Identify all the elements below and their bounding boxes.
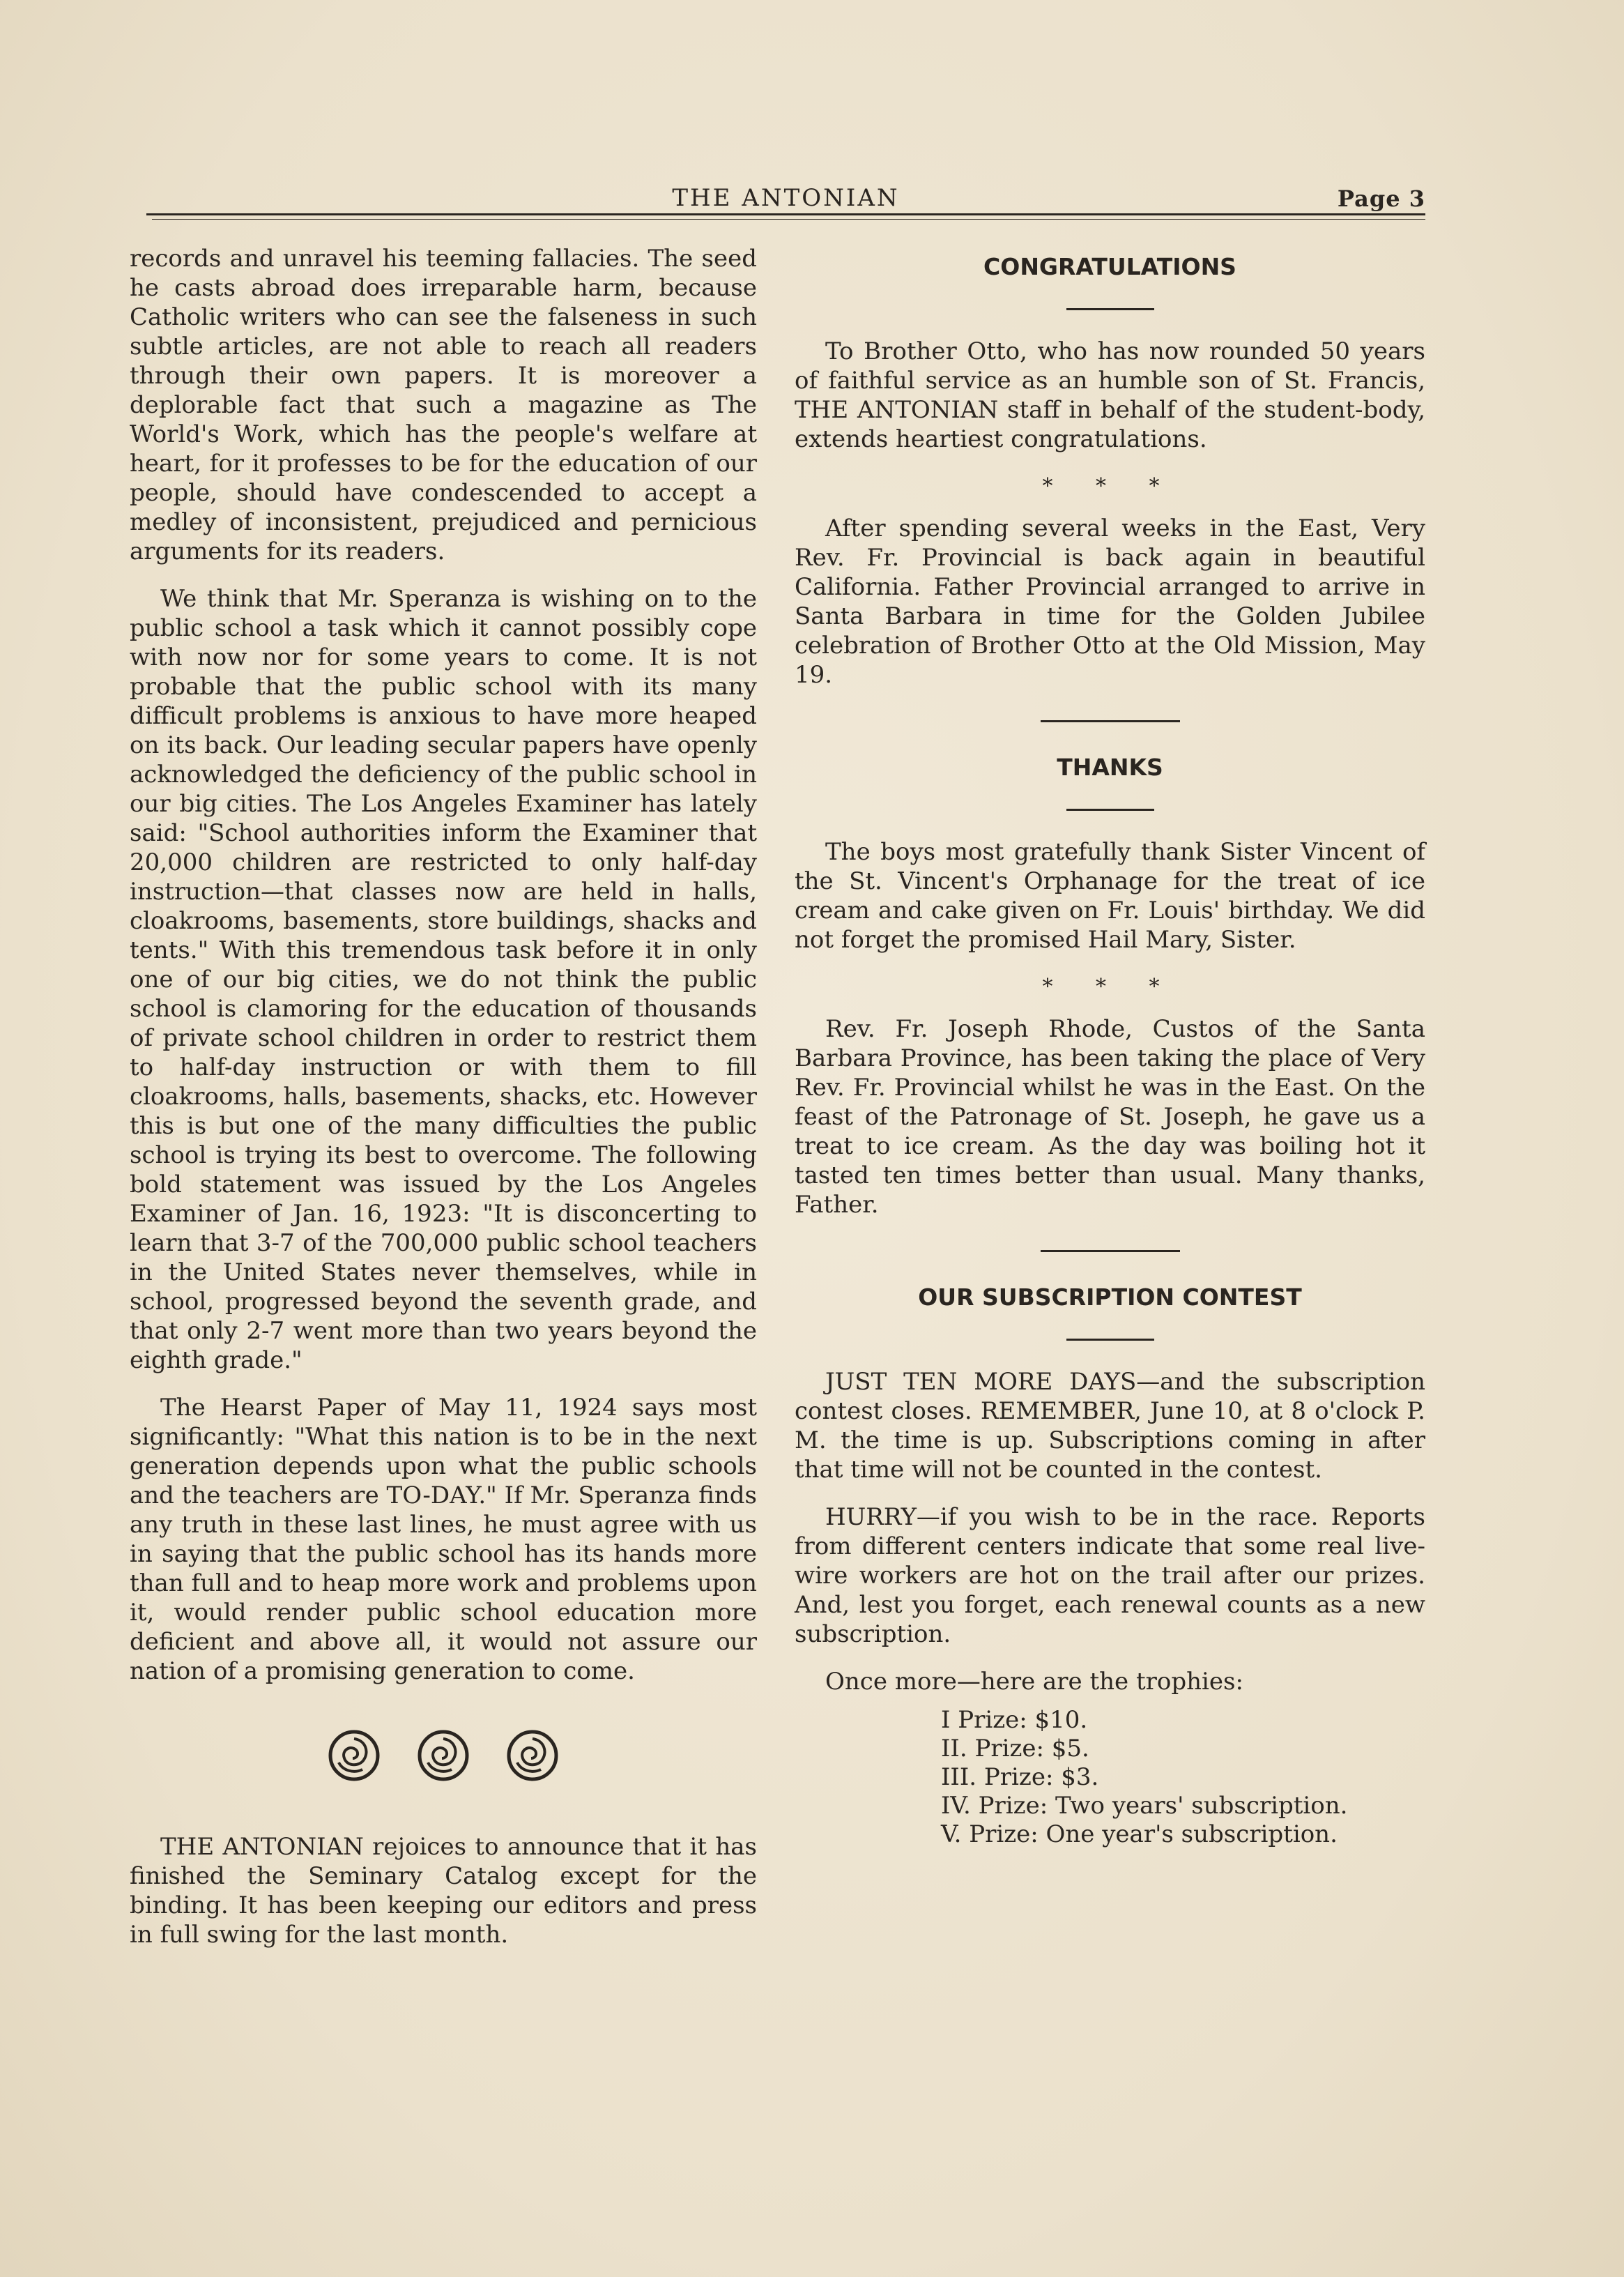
page-number: Page 3 — [1337, 185, 1425, 212]
provincial-paragraph: After spending several weeks in the East, Very Rev. Fr. Provincial is back again in beautiful California. Father Provincial arranged to arrive in Santa Barbara in time for the Golden Jubilee celebration of Brother Otto at the Old Mission, May 19. — [795, 515, 1425, 689]
prize-item: V. Prize: One year's subscription. — [941, 1820, 1338, 1848]
section-stars: * * * — [1042, 474, 1178, 498]
thanks-heading: THANKS — [1057, 754, 1163, 781]
header-rule — [146, 213, 1425, 215]
prize-item: IV. Prize: Two years' subscription. — [941, 1792, 1348, 1820]
rose-ornament-icon — [415, 1728, 471, 1783]
rose-ornament-icon — [505, 1728, 560, 1783]
section-divider — [1041, 720, 1180, 722]
article-paragraph: We think that Mr. Speranza is wishing on to the public school a task which it cannot possibly cope with now nor for some years to come. It is not probable that the public school with its many difficult problems is anxious to have more heaped on its back. Our leading secular papers have openly acknowledged the deficiency of the public school in our big cities. The Los Angeles Examiner has lately said: "School authorities inform the Examiner that 20,000 children are restricted to only half-day instruction—that classes now are held in halls, cloakrooms, basements, store buildings, shacks and tents." With this tremendous task before it in only one of our big cities, we do not think the public school is clamoring for the education of thousands of private school children in order to restrict them to half-day instruction or with them to fill cloakrooms, halls, basements, shacks, etc. However this is but one of the many difficulties the public school is trying its best to overcome. The following bold statement was issued by the Los Angeles Examiner of Jan. 16, 1923: "It is disconcerting to learn that 3-7 of the 700,000 public school teachers in the United States never themselves, while in school, progressed beyond the seventh grade, and that only 2-7 went more than two years beyond the eighth grade." — [130, 585, 757, 1374]
custos-paragraph: Rev. Fr. Joseph Rhode, Custos of the Santa Barbara Province, has been taking the place of Very Rev. Fr. Provincial whilst he was in the East. On the feast of the Patronage of St. Joseph, he gave us a treat to ice cream. As the day was boiling hot it tasted ten times better than usual. Many thanks, Father. — [795, 1015, 1425, 1219]
prize-item: I Prize: $10. — [941, 1706, 1088, 1734]
rose-ornament-icon — [326, 1728, 382, 1783]
prize-item: II. Prize: $5. — [941, 1735, 1089, 1762]
contest-paragraph: JUST TEN MORE DAYS—and the subscription contest closes. REMEMBER, June 10, at 8 o'clock P. M. the time is up. Subscriptions coming in after that time will not be counted in the contest. — [795, 1368, 1425, 1484]
hurry-paragraph: HURRY—if you wish to be in the race. Reports from different centers indicate that some real live-wire workers are hot on the trail after our prizes. And, lest you forget, each renewal counts as a new subscription. — [795, 1503, 1425, 1648]
prize-list — [941, 1706, 1425, 1849]
prize-item: III. Prize: $3. — [941, 1763, 1099, 1791]
congratulations-heading: CONGRATULATIONS — [983, 253, 1236, 280]
header-rule-thin — [152, 219, 1425, 220]
page-header — [146, 183, 1425, 218]
left-column — [130, 244, 757, 1967]
rose-ornaments — [130, 1728, 757, 1783]
thanks-paragraph: The boys most gratefully thank Sister Vincent of the St. Vincent's Orphanage for the treat of ice cream and cake given on Fr. Louis' birthday. We did not forget the promised Hail Mary, Sister. — [795, 838, 1425, 954]
article-paragraph: records and unravel his teeming fallacies. The seed he casts abroad does irreparable harm, because Catholic writers who can see the falseness in such subtle articles, are not able to reach all readers through their own papers. It is moreover a deplorable fact that such a magazine as The World's Work, which has the people's welfare at heart, for it professes to be for the education of our people, should have condescended to accept a medley of inconsistent, prejudiced and pernicious arguments for its readers. — [130, 245, 757, 565]
trophies-intro: Once more—here are the trophies: — [825, 1668, 1243, 1696]
contest-heading: OUR SUBSCRIPTION CONTEST — [918, 1284, 1302, 1311]
section-divider — [1041, 1250, 1180, 1252]
article-paragraph: The Hearst Paper of May 11, 1924 says most significantly: "What this nation is to be in the next generation depends upon what the public schools and the teachers are TO-DAY." If Mr. Speranza finds any truth in these last lines, he must agree with us in saying that the public school has its hands more than full and to heap more work and problems upon it, would render public school education more deficient and above all, it would not assure our nation of a promising generation to come. — [130, 1394, 757, 1685]
catalog-announcement: THE ANTONIAN rejoices to announce that it has finished the Seminary Catalog except for the binding. It has been keeping our editors and press in full swing for the last month. — [130, 1833, 757, 1949]
congratulations-paragraph: To Brother Otto, who has now rounded 50 years of faithful service as an humble son of St. Francis, THE ANTONIAN staff in behalf of the student-body, extends heartiest congratulations. — [795, 337, 1425, 453]
publication-title: THE ANTONIAN — [672, 184, 900, 212]
section-rule — [1066, 809, 1154, 811]
section-rule — [1066, 1339, 1154, 1341]
section-stars: * * * — [1042, 975, 1178, 999]
section-rule — [1066, 308, 1154, 310]
right-column — [795, 244, 1425, 1849]
